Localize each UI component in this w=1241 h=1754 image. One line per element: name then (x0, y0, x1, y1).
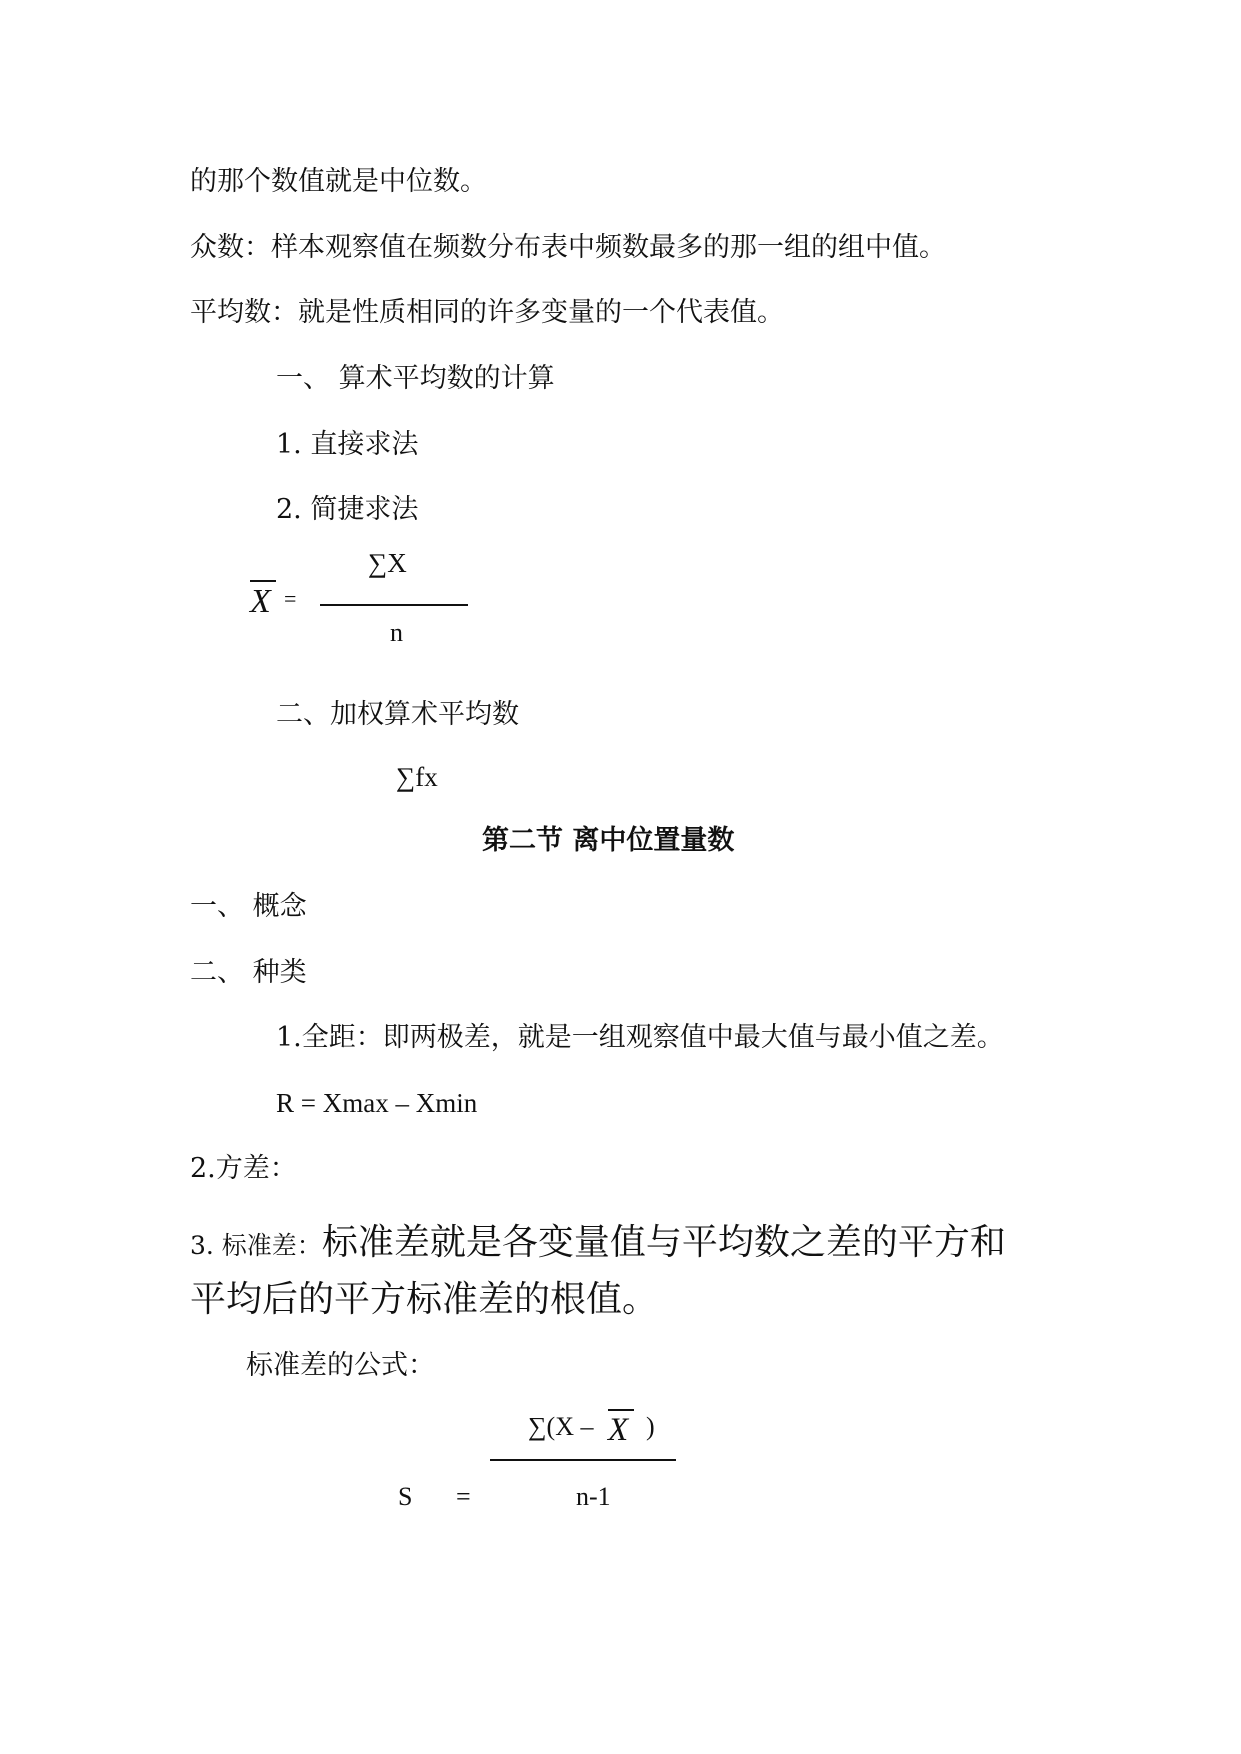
range-definition: 1.全距：即两极差，就是一组观察值中最大值与最小值之差。 (276, 1022, 1004, 1053)
weighted-mean-heading: 二、加权算术平均数 (276, 699, 519, 730)
std-formula-numerator-x: X (608, 1412, 629, 1448)
std-formula-equals: = (456, 1482, 471, 1511)
mode-definition: 众数：样本观察值在频数分布表中频数最多的那一组的组中值。 (190, 232, 946, 263)
std-prefix: 3. 标准差： (190, 1231, 322, 1260)
mean-formula-fraction-bar (320, 604, 468, 606)
weighted-mean-numerator: ∑fx (396, 762, 438, 792)
std-formula-label: 标准差的公式： (246, 1350, 435, 1381)
x-bar-overline (250, 580, 276, 582)
median-definition-tail: 的那个数值就是中位数。 (190, 166, 487, 197)
std-formula-numerator-open: ∑(X – (528, 1412, 594, 1441)
std-formula-fraction-bar (490, 1459, 676, 1461)
std-formula-lhs: S (398, 1482, 413, 1511)
std-definition-text: 标准差就是各变量值与平均数之差的平方和 (321, 1222, 1006, 1263)
std-definition-line2: 平均后的平方标准差的根值。 (190, 1279, 659, 1320)
method-direct: 1. 直接求法 (276, 429, 419, 460)
mean-formula-equals: = (284, 586, 297, 611)
method-shortcut: 2. 简捷求法 (276, 494, 419, 525)
section-title: 第二节 离中位置量数 (482, 825, 735, 856)
mean-definition: 平均数：就是性质相同的许多变量的一个代表值。 (190, 297, 784, 328)
mean-formula-lhs: X (250, 583, 271, 620)
std-formula-denominator: n-1 (576, 1482, 611, 1511)
std-formula-x-overline (608, 1409, 634, 1411)
mean-formula-numerator: ∑X (368, 548, 407, 578)
range-formula: R = Xmax – Xmin (276, 1088, 478, 1118)
types-item: 二、 种类 (190, 957, 307, 988)
concept-item: 一、 概念 (190, 891, 307, 922)
std-definition-line1 (190, 1214, 1006, 1265)
std-formula-numerator-close: ) (646, 1412, 655, 1441)
arithmetic-mean-heading: 一、 算术平均数的计算 (276, 363, 555, 394)
variance-item: 2.方差： (190, 1153, 297, 1184)
mean-formula-denominator: n (390, 618, 403, 647)
